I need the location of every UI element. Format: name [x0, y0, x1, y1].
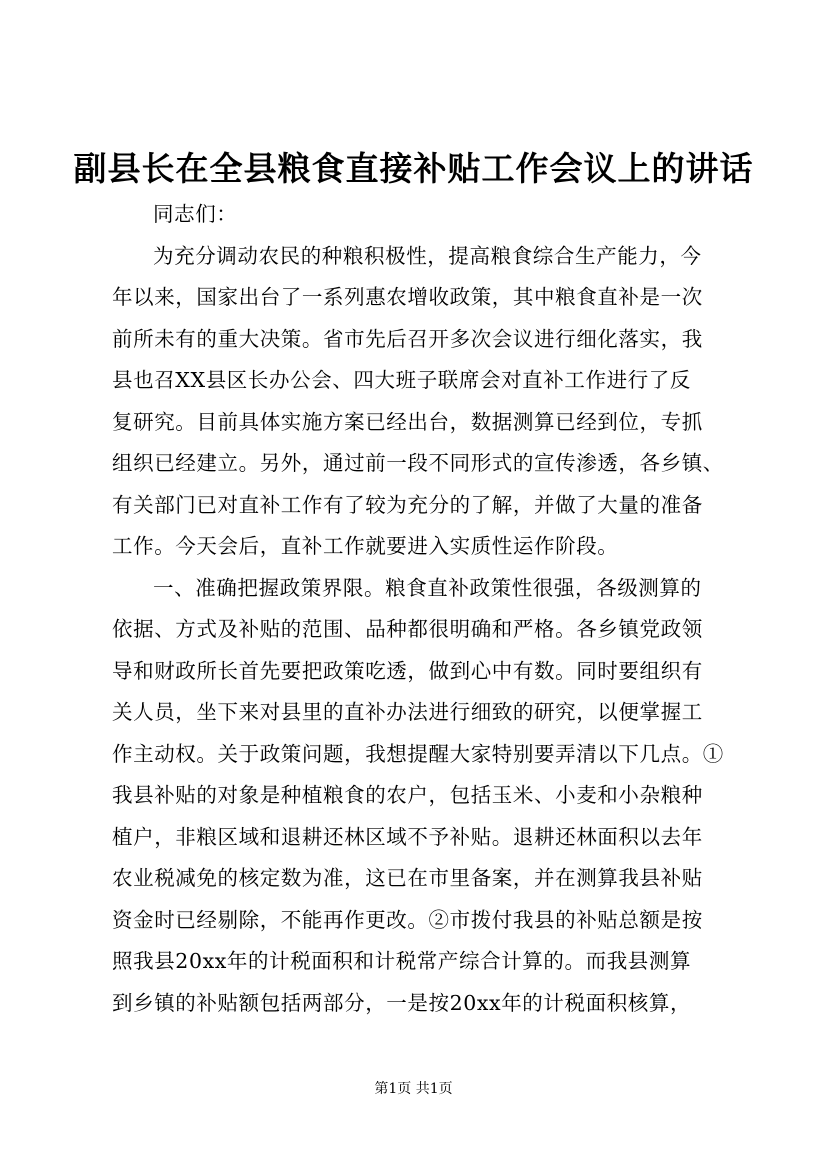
paragraph-line: 有关部门已对直补工作有了较为充分的了解，并做了大量的准备: [112, 492, 703, 517]
paragraph-line: 到乡镇的补贴额包括两部分，一是按20xx年的计税面积核算，: [112, 990, 692, 1015]
document-body: [112, 194, 724, 1024]
paragraph-line: 复研究。目前具体实施方案已经出台，数据测算已经到位，专抓: [112, 409, 703, 434]
paragraph-line: 县也召XX县区长办公会、四大班子联席会对直补工作进行了反: [112, 368, 691, 392]
paragraph-line: 年以来，国家出台了一系列惠农增收政策，其中粮食直补是一次: [112, 285, 703, 309]
paragraph-line: 一、准确把握政策界限。粮食直补政策性很强，各级测算的: [153, 575, 702, 600]
paragraph-line: 作主动权。关于政策问题，我想提醒大家特别要弄清以下几点。①: [112, 741, 724, 766]
paragraph-line: 导和财政所长首先要把政策吃透，做到心中有数。同时要组织有: [112, 658, 703, 683]
paragraph-line: 组织已经建立。另外，通过前一段不同形式的宣传渗透，各乡镇、: [112, 451, 724, 475]
document-title: 副县长在全县粮食直接补贴工作会议上的讲话: [73, 149, 754, 188]
paragraph-line: 照我县20xx年的计税面积和计税常产综合计算的。而我县测算: [112, 949, 692, 973]
paragraph-line: 工作。今天会后，直补工作就要进入实质性运作阶段。: [112, 534, 619, 558]
paragraph-line: 关人员，坐下来对县里的直补办法进行细致的研究，以便掌握工: [112, 700, 703, 724]
paragraph-line: 依据、方式及补贴的范围、品种都很明确和严格。各乡镇党政领: [112, 617, 703, 641]
paragraph-line: 我县补贴的对象是种植粮食的农户，包括玉米、小麦和小杂粮种: [112, 783, 703, 807]
salutation-line: 同志们：: [153, 202, 238, 226]
paragraph-line: 植户，非粮区域和退耕还林区域不予补贴。退耕还林面积以去年: [112, 824, 703, 849]
paragraph-line: 农业税减免的核定数为准，这已在市里备案，并在测算我县补贴: [112, 866, 703, 890]
paragraph-line: 前所未有的重大决策。省市先后召开多次会议进行细化落实，我: [112, 326, 703, 351]
paragraph-line: 资金时已经剔除，不能再作更改。②市拨付我县的补贴总额是按: [112, 907, 703, 932]
page-footer: 第1页 共1页: [374, 1081, 453, 1097]
paragraph-line: 为充分调动农民的种粮积极性，提高粮食综合生产能力，今: [153, 243, 702, 268]
